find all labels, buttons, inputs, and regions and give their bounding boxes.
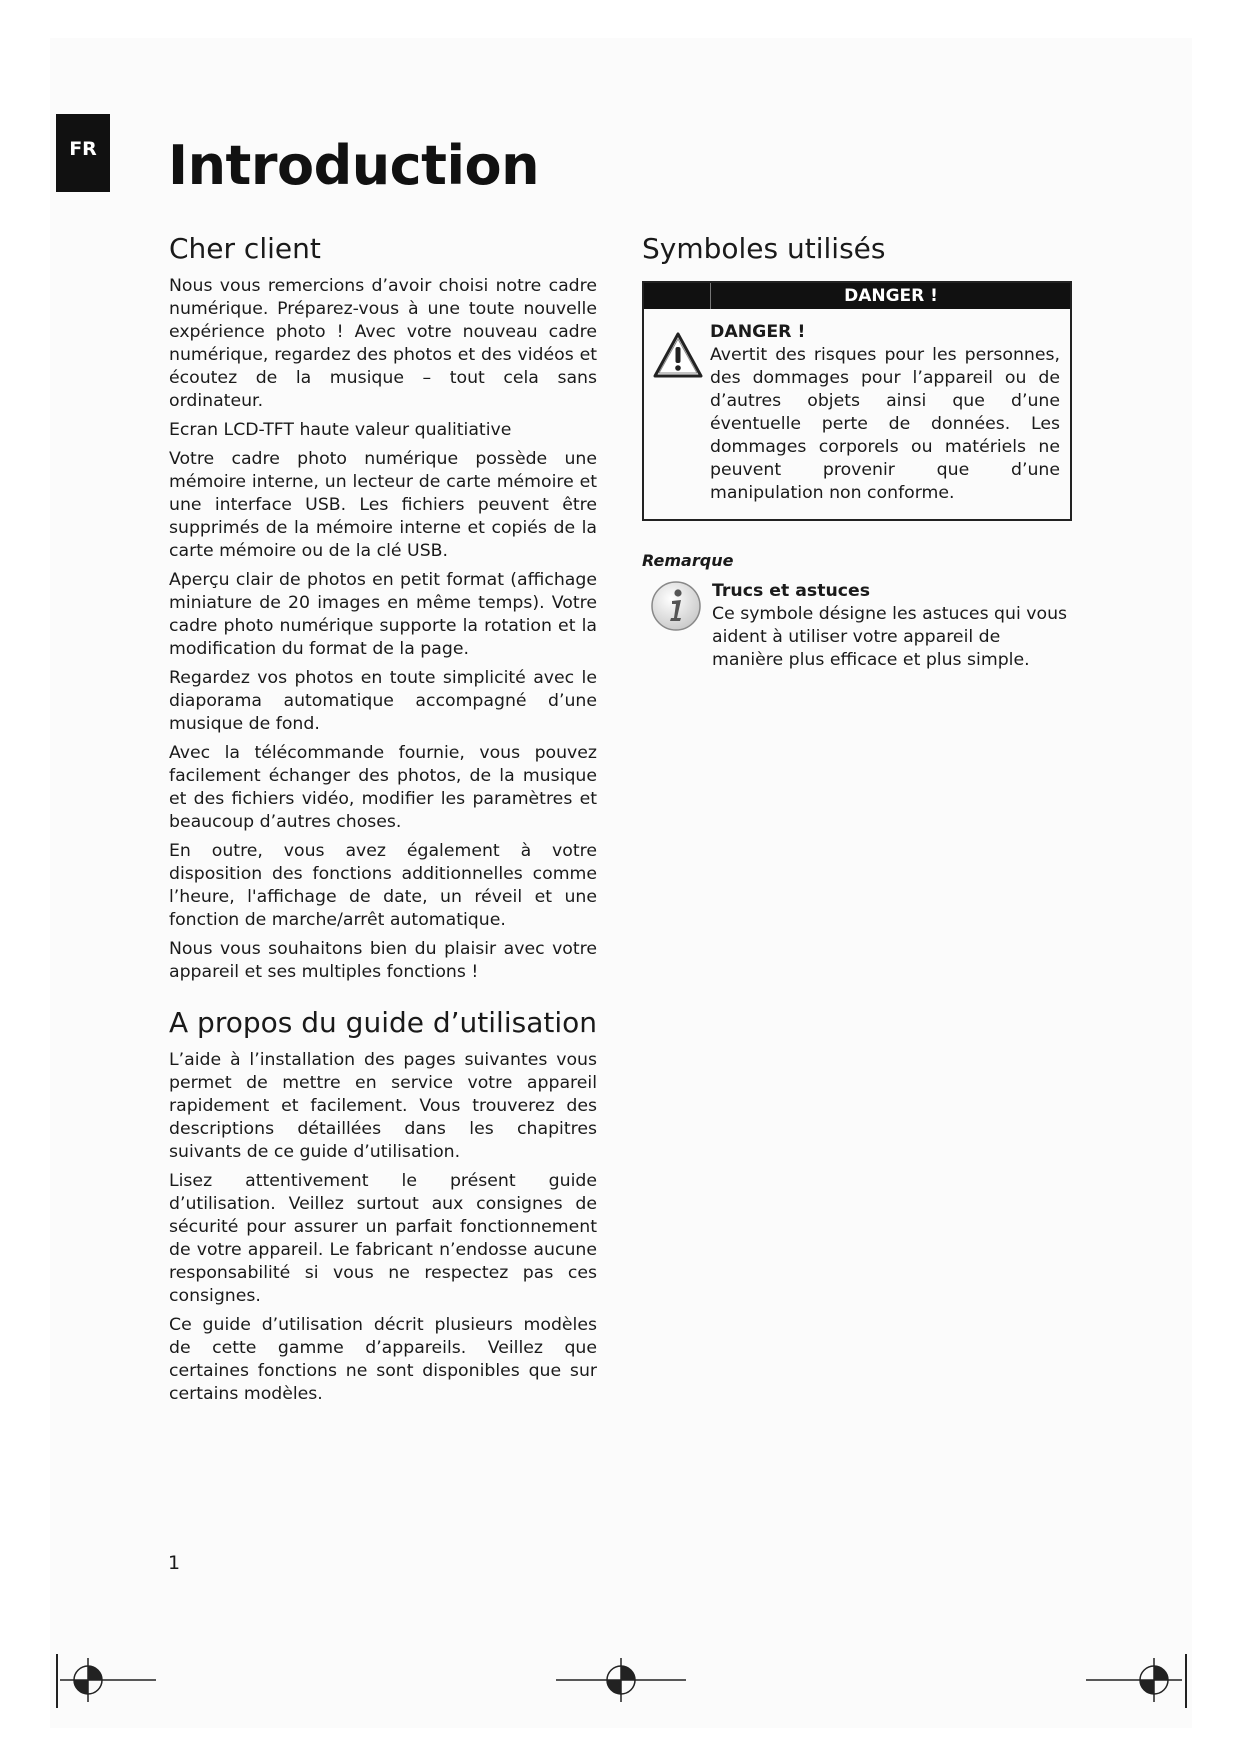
paragraph: L’aide à l’installation des pages suivantes vous permet de mettre en service votre appareil rapidement et facilement. Vous trouverez des descriptions détaillées dans les chapitres suivants de ce guide d’utilisation. xyxy=(169,1050,597,1162)
tip-text-block xyxy=(712,580,1072,678)
paragraph: Regardez vos photos en toute simplicité avec le diaporama automatique accompagné d’une musique de fond. xyxy=(169,668,597,734)
paragraph: Aperçu clair de photos en petit format (affichage miniature de 20 images en même temps). Votre cadre photo numérique supporte la rotation et la modification du format de la page. xyxy=(169,570,597,659)
section-heading-guide: A propos du guide d’utilisation xyxy=(169,1006,597,1039)
danger-header: DANGER ! xyxy=(644,283,1070,309)
paragraph: Lisez attentivement le présent guide d’utilisation. Veillez surtout aux consignes de sécurité pour assurer un parfait fonctionnement de votre appareil. Le fabricant n’endosse aucune responsabilité si vous ne respectez pas ces consignes. xyxy=(169,1171,597,1306)
page-number: 1 xyxy=(168,1552,181,1574)
registration-mark-icon xyxy=(556,1656,686,1704)
danger-notice-box xyxy=(642,281,1072,521)
paragraph: Nous vous remercions d’avoir choisi notre cadre numérique. Préparez-vous à une toute nouvelle expérience photo ! Avec votre nouveau cadre numérique, regardez des photos et des vidéos et écoutez de la musique – tout cela sans ordinateur. xyxy=(169,276,597,411)
paragraph: En outre, vous avez également à votre disposition des fonctions additionnelles comme l’heure, l'affichage de date, un réveil et une fonction de marche/arrêt automatique. xyxy=(169,841,597,930)
left-column xyxy=(169,232,597,1412)
paragraph: Ce guide d’utilisation décrit plusieurs modèles de cette gamme d’appareils. Veillez que certaines fonctions ne sont disponibles que sur certains modèles. xyxy=(169,1315,597,1404)
tip-description: Ce symbole désigne les astuces qui vous aident à utiliser votre appareil de manière plus efficace et plus simple. xyxy=(712,604,1068,670)
danger-text-block xyxy=(710,321,1060,511)
paragraph: Nous vous souhaitons bien du plaisir avec votre appareil et ses multiples fonctions ! xyxy=(169,939,597,982)
danger-title: DANGER ! xyxy=(710,322,806,342)
warning-triangle-icon xyxy=(652,321,710,511)
tip-block xyxy=(642,580,1072,678)
remarque-label: Remarque xyxy=(642,551,734,570)
crop-mark-line xyxy=(1185,1654,1187,1708)
danger-description: Avertit des risques pour les personnes, des dommages pour l’appareil ou de d’autres objets ainsi que d’une éventuelle perte de données. Les dommages corporels ou matériels ne peuvent provenir que d’une manipulation non conforme. xyxy=(710,345,1060,503)
crop-mark-line xyxy=(56,1654,58,1708)
info-icon xyxy=(650,580,712,678)
paragraph: Avec la télécommande fournie, vous pouvez facilement échanger des photos, de la musique et des fichiers vidéo, modifier les paramètres et beaucoup d’autres choses. xyxy=(169,743,597,832)
danger-body xyxy=(644,309,1070,519)
paragraph: Votre cadre photo numérique possède une mémoire interne, un lecteur de carte mémoire et une interface USB. Les fichiers peuvent être supprimés de la mémoire interne et copiés de la carte mémoire ou de la clé USB. xyxy=(169,449,597,561)
tip-title: Trucs et astuces xyxy=(712,581,871,601)
language-tab xyxy=(56,114,110,192)
section-heading-cher-client: Cher client xyxy=(169,232,321,265)
registration-mark-icon xyxy=(60,1656,156,1704)
section-heading-symboles: Symboles utilisés xyxy=(642,232,886,265)
registration-mark-icon xyxy=(1086,1656,1182,1704)
language-label: FR xyxy=(69,138,97,160)
right-column xyxy=(642,232,1072,678)
page-title: Introduction xyxy=(168,134,540,197)
paragraph: Ecran LCD-TFT haute valeur qualitiative xyxy=(169,420,512,440)
